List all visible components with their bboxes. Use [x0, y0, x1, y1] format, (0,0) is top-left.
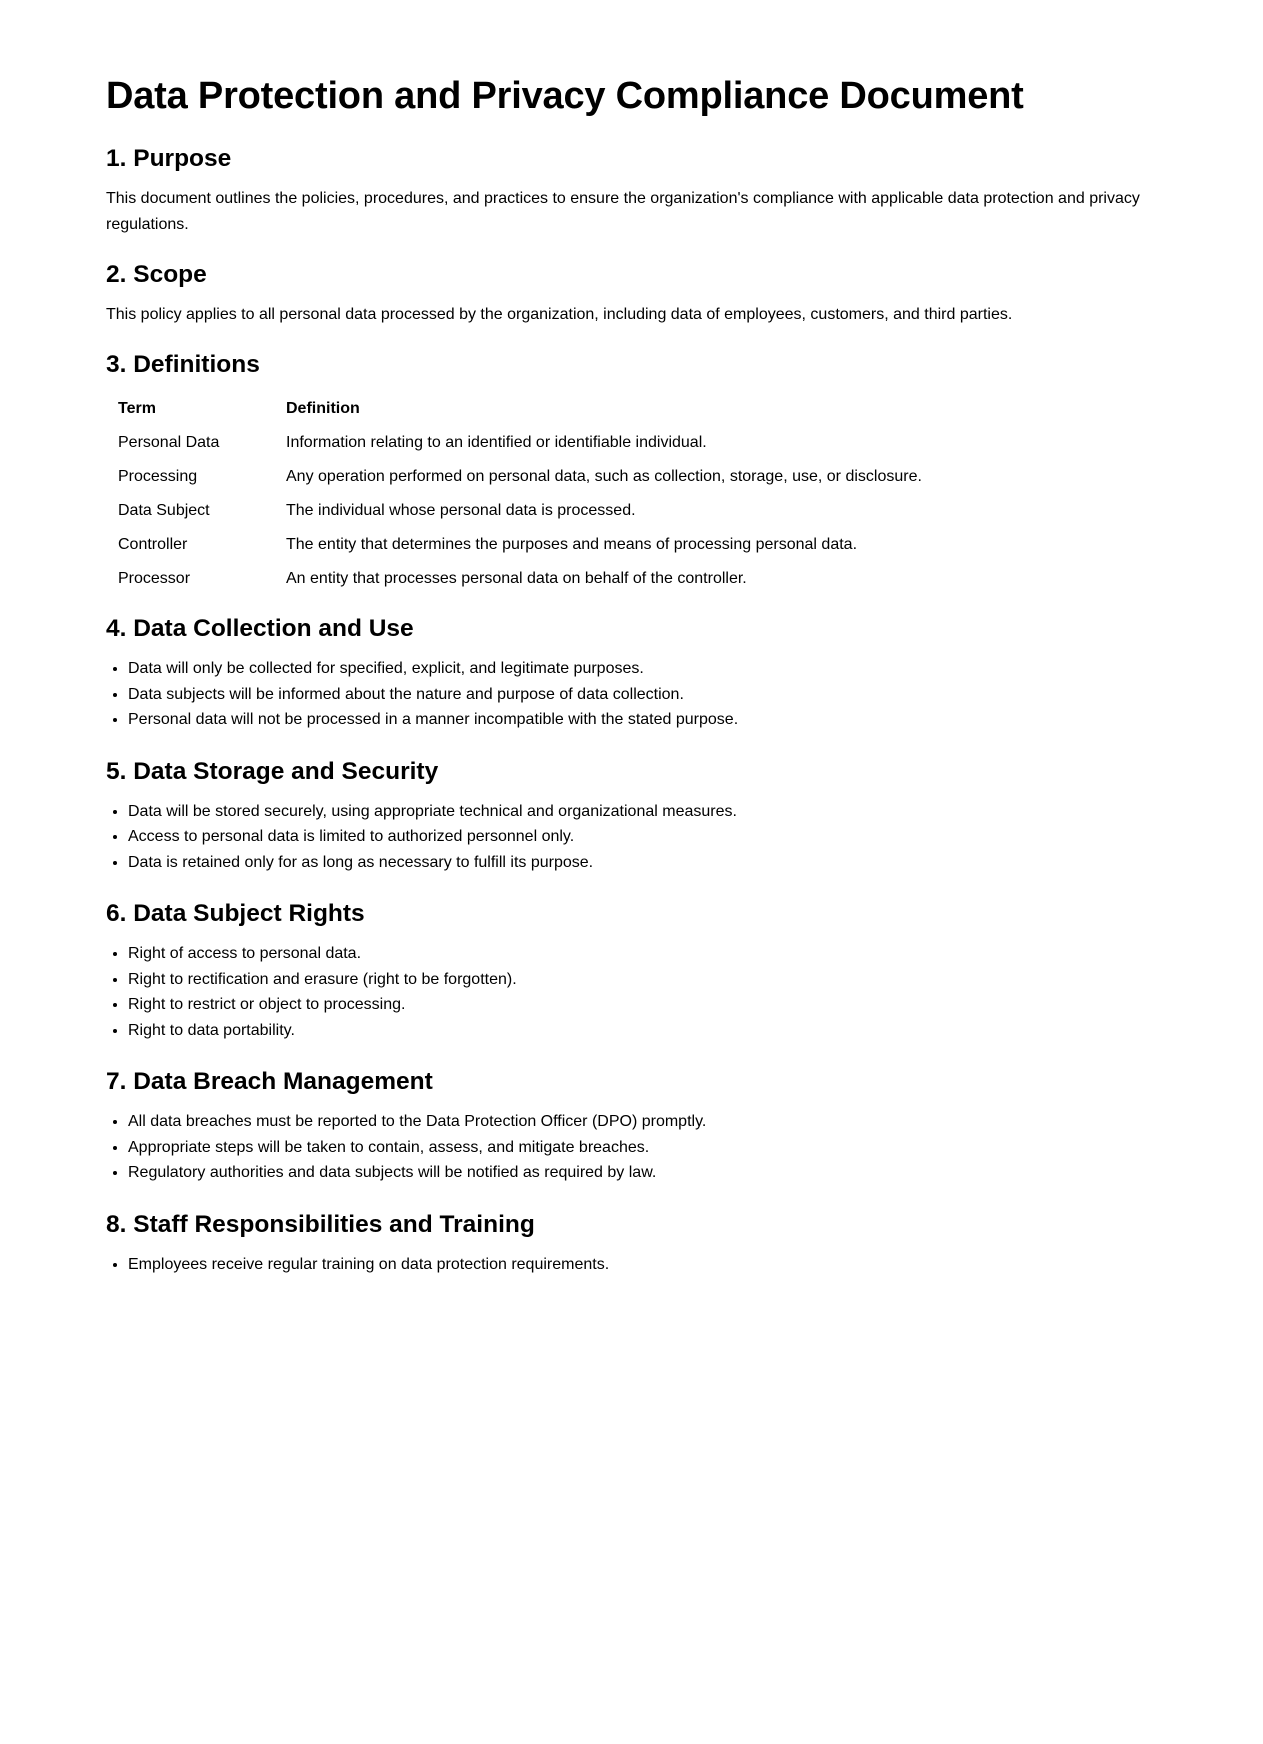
- list-item: • All data breaches must be reported to the Data Protection Officer (DPO) promptly.: [128, 1109, 1157, 1135]
- bullet-list: [106, 799, 1157, 876]
- section-heading: 5. Data Storage and Security: [106, 757, 439, 785]
- term-cell: Processor: [118, 570, 191, 587]
- bullet-list: [106, 941, 1157, 1043]
- list-item: • Regulatory authorities and data subjects will be notified as required by law.: [128, 1160, 1157, 1186]
- list-item: • Right to restrict or object to processing.: [128, 992, 1157, 1018]
- table-row: [106, 426, 934, 460]
- list-item: • Personal data will not be processed in a manner incompatible with the stated purpose.: [128, 707, 1157, 733]
- list-item: • Right to rectification and erasure (right to be forgotten).: [128, 967, 1157, 993]
- section-data-subject-rights: [106, 899, 1157, 1043]
- bullet-list: [106, 1109, 1157, 1186]
- bullet-list: [106, 1252, 1157, 1278]
- table-row: [106, 460, 934, 494]
- section-staff-training: [106, 1210, 1157, 1278]
- section-heading: 3. Definitions: [106, 351, 260, 378]
- list-item: • Employees receive regular training on data protection requirements.: [128, 1252, 1157, 1278]
- list-item: • Access to personal data is limited to authorized personnel only.: [128, 824, 1157, 850]
- section-data-collection: [106, 614, 1157, 733]
- document-title: Data Protection and Privacy Compliance Document: [106, 75, 1024, 117]
- column-header-term: Term: [118, 400, 156, 417]
- section-heading: 4. Data Collection and Use: [106, 615, 414, 642]
- definitions-table: [106, 392, 934, 596]
- section-heading: 7. Data Breach Management: [106, 1068, 433, 1095]
- table-row: [106, 528, 934, 562]
- section-heading: 8. Staff Responsibilities and Training: [106, 1210, 535, 1238]
- table-row: [106, 562, 934, 596]
- section-heading: 2. Scope: [106, 261, 207, 288]
- term-cell: Processing: [118, 468, 198, 485]
- table-header-row: [106, 392, 934, 426]
- table-row: [106, 494, 934, 528]
- section-purpose: [106, 144, 1157, 238]
- list-item: • Right of access to personal data.: [128, 941, 1157, 967]
- definition-cell: The individual whose personal data is processed.: [286, 502, 636, 519]
- section-heading: 1. Purpose: [106, 145, 232, 172]
- column-header-definition: Definition: [286, 400, 360, 417]
- list-item: • Data subjects will be informed about the nature and purpose of data collection.: [128, 682, 1157, 708]
- section-body: This policy applies to all personal data processed by the organization, including data of employees, customers, and third parties.: [106, 306, 1013, 323]
- bullet-list: [106, 656, 1157, 733]
- definition-cell: The entity that determines the purposes and means of processing personal data.: [286, 536, 858, 553]
- section-scope: [106, 260, 1157, 328]
- definition-cell: An entity that processes personal data on behalf of the controller.: [286, 570, 747, 587]
- list-item: • Data is retained only for as long as necessary to fulfill its purpose.: [128, 850, 1157, 876]
- section-heading: 6. Data Subject Rights: [106, 900, 365, 927]
- term-cell: Personal Data: [118, 434, 220, 451]
- section-definitions: [106, 350, 1157, 596]
- list-item: • Data will only be collected for specified, explicit, and legitimate purposes.: [128, 656, 1157, 682]
- list-item: • Appropriate steps will be taken to contain, assess, and mitigate breaches.: [128, 1135, 1157, 1161]
- section-data-storage: [106, 757, 1157, 876]
- list-item: • Right to data portability.: [128, 1018, 1157, 1044]
- definition-cell: Any operation performed on personal data, such as collection, storage, use, or disclosure.: [286, 468, 922, 485]
- section-body: This document outlines the policies, procedures, and practices to ensure the organization's compliance with applicable data protection and privacy regulations.: [106, 190, 1140, 233]
- section-data-breach: [106, 1067, 1157, 1186]
- term-cell: Data Subject: [118, 502, 210, 519]
- list-item: • Data will be stored securely, using appropriate technical and organizational measures.: [128, 799, 1157, 825]
- definition-cell: Information relating to an identified or identifiable individual.: [286, 434, 707, 451]
- term-cell: Controller: [118, 536, 188, 553]
